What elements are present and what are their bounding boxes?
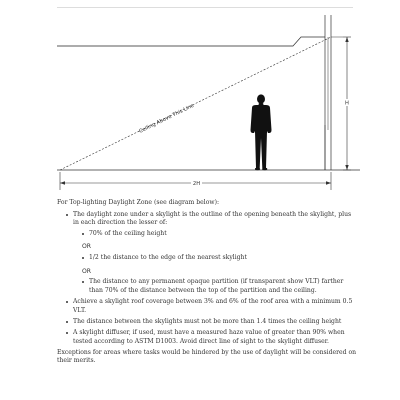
requirements-text — [57, 199, 357, 366]
intro-text: For Top-lighting Daylight Zone (see diagram below): — [57, 199, 220, 206]
or-label: OR — [82, 267, 92, 275]
height-arrow-top — [345, 37, 348, 42]
daylight-zone-diagram — [0, 0, 400, 195]
roof-outline — [57, 37, 325, 46]
list-item: Achieve a skylight roof coverage between 3% and 6% of the roof area with a minimum 0.5 VLT. — [66, 298, 357, 315]
sub-list-item: 1/2 the distance to the edge of the nearest skylight — [82, 254, 357, 263]
sub-list — [73, 278, 357, 295]
outro-text: Exceptions for areas where tasks would be hindered by the use of daylight will be considered on their merits. — [57, 348, 357, 365]
person-silhouette — [251, 94, 272, 170]
sub-list-item: 70% of the ceiling height — [82, 230, 357, 239]
bullet-text: The daylight zone under a skylight is the outline of the opening beneath the skylight, plus in each direction the lesser of: — [73, 210, 352, 227]
width-label: 2H — [192, 181, 201, 187]
sub-list — [73, 230, 357, 239]
sub-list — [73, 254, 357, 263]
width-arrow-right — [326, 181, 331, 184]
list-item: A skylight diffuser, if used, must have a measured haze value of greater than 90% when tested according to ASTM D1003. Avoid direct line of sight to the skylight diffuser. — [66, 329, 357, 346]
list-item — [66, 211, 357, 296]
height-arrow-bottom — [345, 165, 348, 170]
sub-list-item: The distance to any permanent opaque partition (if transparent show VLT) farther than 70% of the distance between the top of the partition and the ceiling. — [82, 278, 357, 295]
or-label: OR — [82, 243, 92, 251]
requirements-list — [57, 211, 357, 347]
list-item: The distance between the skylights must not be more than 1.4 times the ceiling height — [66, 318, 357, 327]
ceiling-dashed-line — [60, 37, 331, 170]
width-arrow-left — [60, 181, 65, 184]
height-label: H — [345, 100, 349, 107]
ceiling-label: Ceiling Above This Line — [138, 102, 196, 135]
